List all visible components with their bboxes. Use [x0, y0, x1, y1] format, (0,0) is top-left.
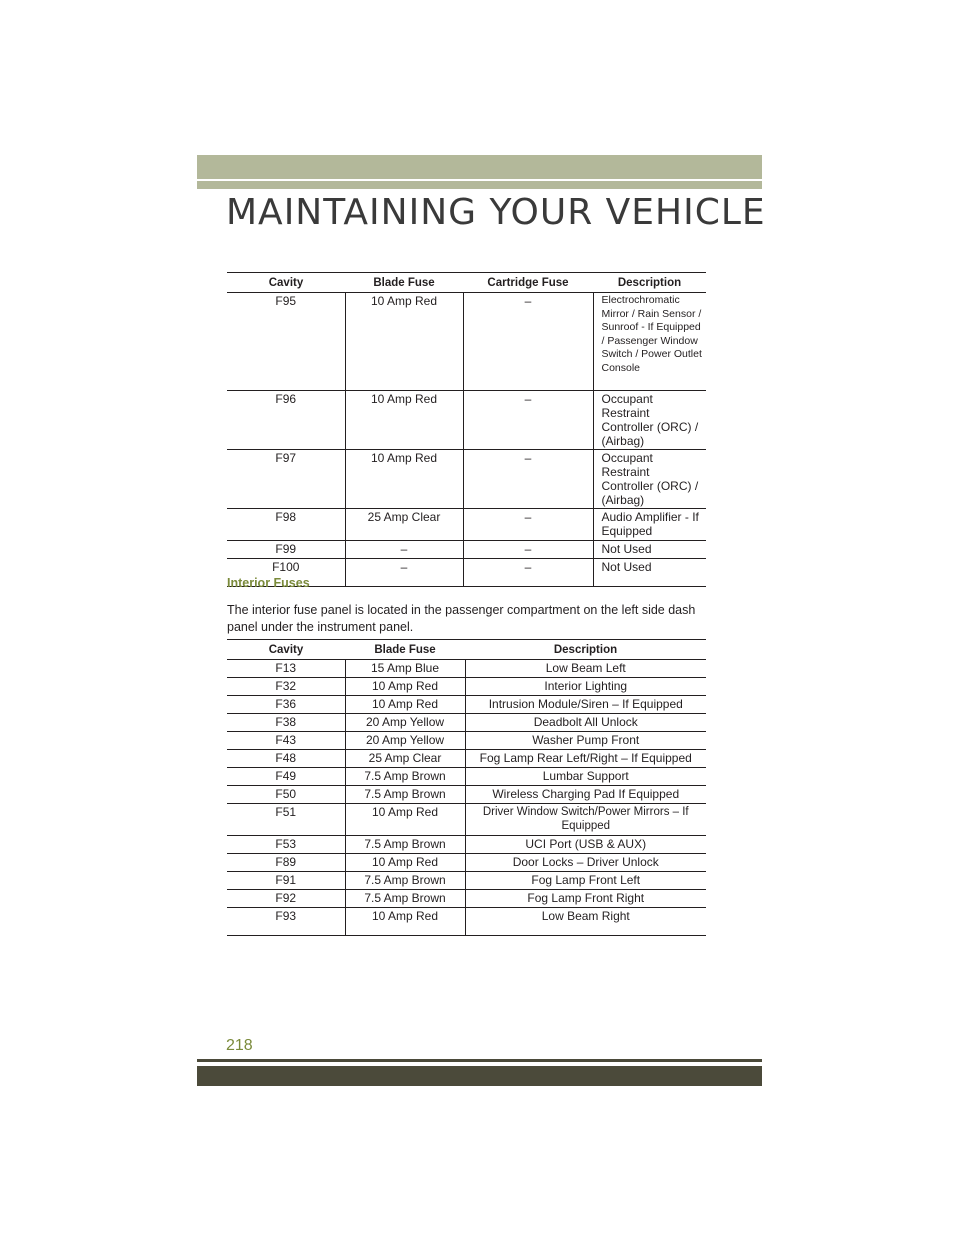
cell-description: Lumbar Support: [465, 768, 706, 786]
table-row: [227, 696, 706, 714]
table-row: [227, 732, 706, 750]
table-row: [227, 678, 706, 696]
column-header-cavity: Cavity: [227, 273, 345, 293]
table-header-row: [227, 273, 706, 293]
cell-cavity: F53: [227, 836, 345, 854]
column-header-blade-fuse: Blade Fuse: [345, 640, 465, 660]
header-band: [197, 155, 762, 179]
cell-cavity: F93: [227, 908, 345, 936]
table-row: [227, 768, 706, 786]
table-row: [227, 908, 706, 936]
footer-band: [197, 1066, 762, 1086]
cell-cavity: F95: [227, 293, 345, 391]
table-row: [227, 293, 706, 391]
cell-cavity: F32: [227, 678, 345, 696]
cell-cavity: F97: [227, 450, 345, 509]
cell-cavity: F49: [227, 768, 345, 786]
cell-description: Low Beam Right: [465, 908, 706, 936]
fuse-table-1: [227, 272, 706, 587]
cell-cavity: F13: [227, 660, 345, 678]
cell-blade-fuse: 10 Amp Red: [345, 908, 465, 936]
table-row: [227, 804, 706, 836]
cell-blade-fuse: 10 Amp Red: [345, 804, 465, 836]
table-row: [227, 890, 706, 908]
cell-cavity: F89: [227, 854, 345, 872]
table-row: [227, 854, 706, 872]
cell-description: Wireless Charging Pad If Equipped: [465, 786, 706, 804]
cell-blade-fuse: 7.5 Amp Brown: [345, 768, 465, 786]
cell-cavity: F92: [227, 890, 345, 908]
cell-cartridge-fuse: –: [463, 450, 593, 509]
cell-blade-fuse: 10 Amp Red: [345, 854, 465, 872]
cell-blade-fuse: 25 Amp Clear: [345, 509, 463, 541]
cell-blade-fuse: 20 Amp Yellow: [345, 732, 465, 750]
cell-blade-fuse: 10 Amp Red: [345, 696, 465, 714]
cell-description: Intrusion Module/Siren – If Equipped: [465, 696, 706, 714]
cell-cavity: F98: [227, 509, 345, 541]
table-row: [227, 450, 706, 509]
cell-description: Washer Pump Front: [465, 732, 706, 750]
cell-description: Fog Lamp Front Left: [465, 872, 706, 890]
cell-description: Not Used: [593, 559, 706, 587]
cell-description: UCI Port (USB & AUX): [465, 836, 706, 854]
cell-blade-fuse: 10 Amp Red: [345, 450, 463, 509]
table-row: [227, 509, 706, 541]
table-row: [227, 836, 706, 854]
column-header-description: Description: [465, 640, 706, 660]
table-row: [227, 750, 706, 768]
cell-description: Occupant Restraint Controller (ORC) / (Airbag): [593, 391, 706, 450]
cell-description: Electrochromatic Mirror / Rain Sensor / Sunroof - If Equipped / Passenger Window Switch / Power Outlet Console: [593, 293, 706, 391]
interior-fuses-intro: The interior fuse panel is located in the passenger compartment on the left side dash panel under the instrument panel.: [227, 603, 696, 634]
cell-description: Interior Lighting: [465, 678, 706, 696]
cell-description: Driver Window Switch/Power Mirrors – If Equipped: [465, 804, 706, 836]
cell-blade-fuse: 10 Amp Red: [345, 678, 465, 696]
cell-description: Audio Amplifier - If Equipped: [593, 509, 706, 541]
footer-rule: [197, 1059, 762, 1062]
cell-cavity: F38: [227, 714, 345, 732]
table-header-row: [227, 640, 706, 660]
cell-blade-fuse: 20 Amp Yellow: [345, 714, 465, 732]
cell-description: Fog Lamp Front Right: [465, 890, 706, 908]
table-row: [227, 660, 706, 678]
cell-cartridge-fuse: –: [463, 391, 593, 450]
cell-description: Occupant Restraint Controller (ORC) / (Airbag): [593, 450, 706, 509]
interior-fuses-heading: Interior Fuses: [227, 576, 310, 590]
table-row: [227, 714, 706, 732]
table-row: [227, 541, 706, 559]
column-header-cartridge-fuse: Cartridge Fuse: [463, 273, 593, 293]
cell-cavity: F48: [227, 750, 345, 768]
cell-description: Door Locks – Driver Unlock: [465, 854, 706, 872]
cell-description: Fog Lamp Rear Left/Right – If Equipped: [465, 750, 706, 768]
column-header-cavity: Cavity: [227, 640, 345, 660]
cell-blade-fuse: –: [345, 559, 463, 587]
section-title: MAINTAINING YOUR VEHICLE: [226, 192, 766, 233]
cell-blade-fuse: 7.5 Amp Brown: [345, 786, 465, 804]
cell-cavity: F91: [227, 872, 345, 890]
cell-cavity: F36: [227, 696, 345, 714]
cell-blade-fuse: 10 Amp Red: [345, 293, 463, 391]
table-row: [227, 786, 706, 804]
column-header-description: Description: [593, 273, 706, 293]
cell-cavity: F50: [227, 786, 345, 804]
cell-cavity: F43: [227, 732, 345, 750]
header-rule: [197, 181, 762, 189]
cell-cartridge-fuse: –: [463, 293, 593, 391]
cell-cavity: F51: [227, 804, 345, 836]
cell-blade-fuse: 7.5 Amp Brown: [345, 836, 465, 854]
cell-blade-fuse: 7.5 Amp Brown: [345, 872, 465, 890]
cell-cavity: F100: [227, 559, 345, 587]
cell-description: Deadbolt All Unlock: [465, 714, 706, 732]
cell-blade-fuse: 15 Amp Blue: [345, 660, 465, 678]
cell-cavity: F96: [227, 391, 345, 450]
cell-blade-fuse: 7.5 Amp Brown: [345, 890, 465, 908]
cell-blade-fuse: –: [345, 541, 463, 559]
cell-description: Low Beam Left: [465, 660, 706, 678]
cell-blade-fuse: 10 Amp Red: [345, 391, 463, 450]
cell-cartridge-fuse: –: [463, 509, 593, 541]
cell-blade-fuse: 25 Amp Clear: [345, 750, 465, 768]
cell-cartridge-fuse: –: [463, 559, 593, 587]
cell-cavity: F99: [227, 541, 345, 559]
table-row: [227, 391, 706, 450]
column-header-blade-fuse: Blade Fuse: [345, 273, 463, 293]
table-row: [227, 872, 706, 890]
cell-description: Not Used: [593, 541, 706, 559]
cell-cartridge-fuse: –: [463, 541, 593, 559]
fuse-table-2: [227, 639, 706, 936]
page-number: 218: [226, 1037, 253, 1054]
